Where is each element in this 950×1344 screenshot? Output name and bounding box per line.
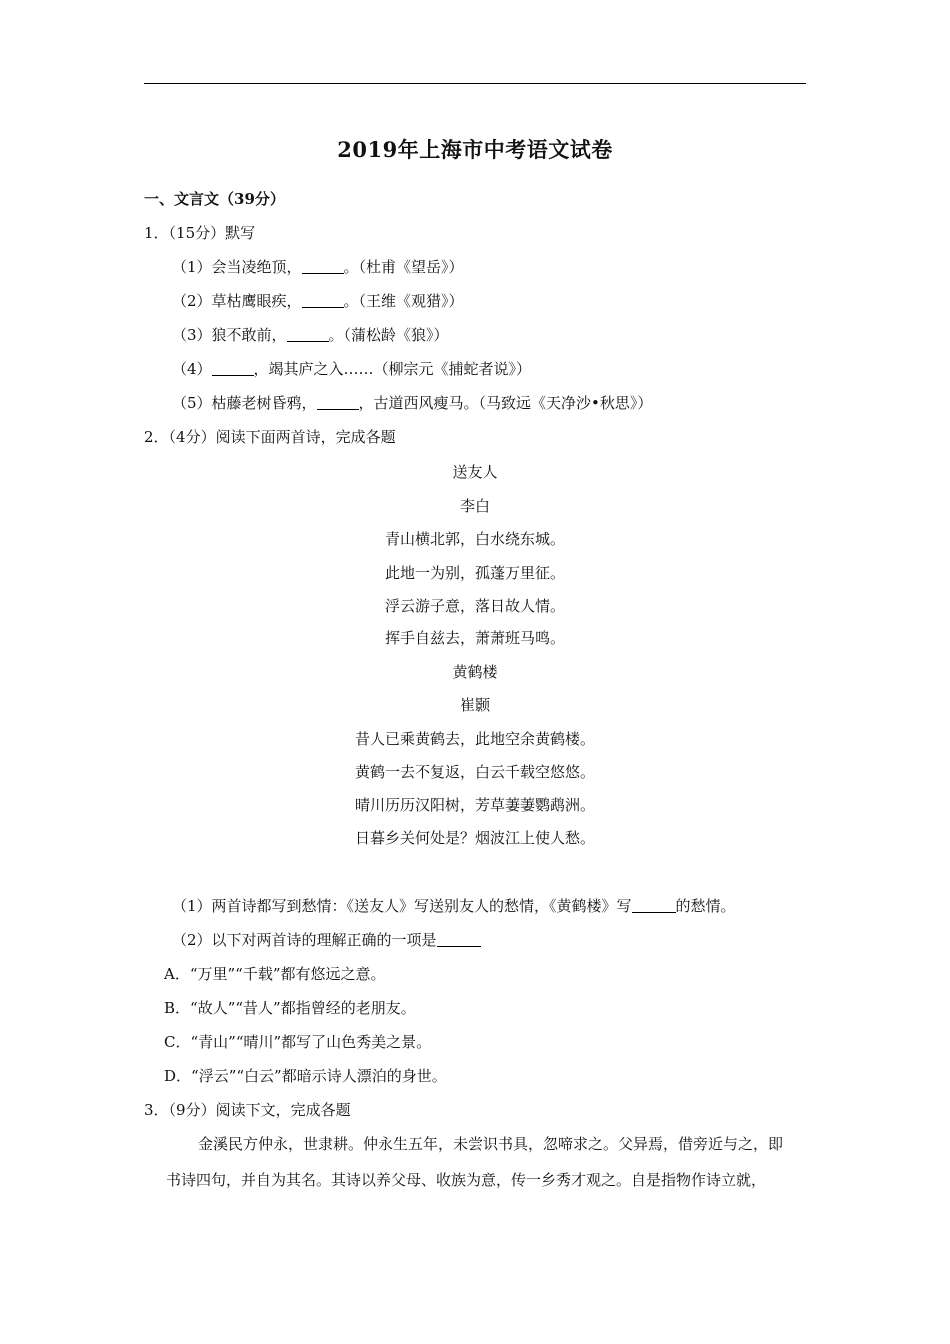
question-1-stem: 1．（15分）默写 — [144, 224, 256, 242]
answer-blank[interactable] — [302, 293, 344, 308]
poem-1-title: 送友人 — [452, 463, 498, 481]
poem-1-author: 李白 — [459, 497, 490, 515]
q1-item-1-pre: （1）会当凌绝顶， — [172, 258, 302, 276]
q1-item-1 — [172, 257, 464, 277]
poem-1-line: 青山横北郭，白水绕东城。 — [384, 530, 565, 548]
answer-blank[interactable] — [287, 327, 329, 342]
poem-1-line: 此地一为别，孤蓬万里征。 — [384, 564, 565, 582]
q1-item-5 — [172, 393, 652, 413]
page-title: 2019年上海市中考语文试卷 — [337, 137, 613, 162]
option-d[interactable]: D．“浮云”“白云”都暗示诗人漂泊的身世。 — [164, 1067, 447, 1085]
answer-blank[interactable] — [437, 932, 481, 947]
q2-sub-2-pre: （2）以下对两首诗的理解正确的一项是 — [172, 931, 437, 949]
q1-item-3-post: 。（蒲松龄《狼》） — [328, 326, 449, 344]
q1-item-3-pre: （3）狼不敢前， — [172, 326, 287, 344]
q1-item-4-post: ，竭其庐之入……（柳宗元《捕蛇者说》） — [253, 360, 532, 378]
poem-2-author: 崔颢 — [459, 696, 490, 714]
passage-line: 书诗四句，并自为其名。其诗以养父母、收族为意，传一乡秀才观之。自是指物作诗立就， — [166, 1171, 767, 1189]
answer-blank[interactable] — [317, 395, 359, 410]
q1-item-5-post: ，古道西风瘦马。（马致远《天净沙•秋思》） — [358, 394, 653, 412]
option-a[interactable]: A．“万里”“千载”都有悠远之意。 — [164, 965, 386, 983]
q2-sub-1-pre: （1）两首诗都写到愁情：《送友人》写送别友人的愁情，《黄鹤楼》写 — [172, 897, 632, 915]
question-3-stem: 3．（9分）阅读下文，完成各题 — [144, 1101, 351, 1119]
question-2-stem: 2．（4分）阅读下面两首诗，完成各题 — [144, 428, 396, 446]
q2-sub-1 — [172, 896, 736, 916]
q1-item-3 — [172, 325, 449, 345]
answer-blank[interactable] — [302, 259, 344, 274]
poem-2-line: 昔人已乘黄鹤去，此地空余黄鹤楼。 — [354, 730, 595, 748]
passage-line: 金溪民方仲永，世隶耕。仲永生五年，未尝识书具，忽啼求之。父异焉，借旁近与之，即 — [198, 1135, 784, 1153]
q1-item-2-pre: （2）草枯鹰眼疾， — [172, 292, 302, 310]
q1-item-4-pre: （4） — [172, 360, 212, 378]
answer-blank[interactable] — [212, 361, 254, 376]
q1-item-5-pre: （5）枯藤老树昏鸦， — [172, 394, 317, 412]
option-c[interactable]: C．“青山”“晴川”都写了山色秀美之景。 — [164, 1033, 432, 1051]
q1-item-2-post: 。（王维《观猎》） — [343, 292, 464, 310]
q1-item-4 — [172, 359, 531, 379]
poem-2-title: 黄鹤楼 — [452, 663, 498, 681]
q1-item-2 — [172, 291, 464, 311]
section-heading: 一、文言文（39分） — [144, 190, 285, 208]
poem-1-line: 浮云游子意，落日故人情。 — [384, 597, 565, 615]
option-b[interactable]: B．“故人”“昔人”都指曾经的老朋友。 — [164, 999, 416, 1017]
poem-2-line: 晴川历历汉阳树，芳草萋萋鹦鹉洲。 — [354, 796, 595, 814]
poem-1-line: 挥手自兹去，萧萧班马鸣。 — [384, 629, 565, 647]
q1-item-1-post: 。（杜甫《望岳》） — [343, 258, 464, 276]
header-rule — [144, 83, 806, 84]
poem-2-line: 日暮乡关何处是？烟波江上使人愁。 — [354, 829, 595, 847]
q2-sub-1-post: 的愁情。 — [675, 897, 736, 915]
poem-2-line: 黄鹤一去不复返，白云千载空悠悠。 — [354, 763, 595, 781]
q2-sub-2 — [172, 930, 481, 950]
answer-blank[interactable] — [632, 898, 676, 913]
